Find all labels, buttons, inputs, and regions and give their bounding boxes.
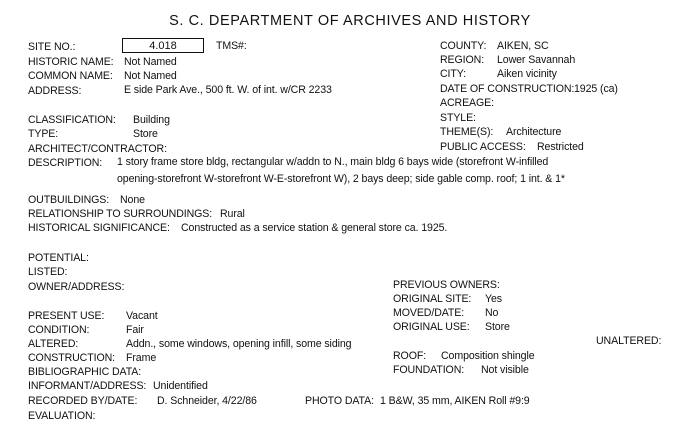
owner-address-label: OWNER/ADDRESS: xyxy=(28,281,125,293)
original-site-value: Yes xyxy=(485,293,502,305)
potential-label: POTENTIAL: xyxy=(28,252,89,264)
foundation-label: FOUNDATION: xyxy=(393,364,465,376)
original-use-value: Store xyxy=(485,321,510,333)
altered-value: Addn., some windows, opening infill, some siding xyxy=(126,338,352,350)
roof-value: Composition shingle xyxy=(441,350,535,362)
architect-label: ARCHITECT/CONTRACTOR: xyxy=(28,143,167,155)
common-name-label: COMMON NAME: xyxy=(28,70,113,82)
address-label: ADDRESS: xyxy=(28,85,82,97)
condition-label: CONDITION: xyxy=(28,324,90,336)
tms-label: TMS#: xyxy=(216,40,247,52)
county-value: AIKEN, SC xyxy=(497,40,549,52)
bibliographic-label: BIBLIOGRAPHIC DATA: xyxy=(28,366,142,378)
relationship-value: Rural xyxy=(220,208,245,220)
description-label: DESCRIPTION: xyxy=(28,157,103,169)
present-use-label: PRESENT USE: xyxy=(28,310,105,322)
themes-label: THEME(S): xyxy=(440,126,494,138)
relationship-label: RELATIONSHIP TO SURROUNDINGS: xyxy=(28,208,213,220)
date-construction-value: 1925 (ca) xyxy=(574,83,618,95)
informant-value: Unidentified xyxy=(153,380,208,392)
public-access-value: Restricted xyxy=(537,141,584,153)
unaltered-label: UNALTERED: xyxy=(596,335,662,347)
type-value: Store xyxy=(133,128,158,140)
style-label: STYLE: xyxy=(440,112,476,124)
site-no-box: 4.018 xyxy=(122,38,204,53)
moved-date-value: No xyxy=(485,307,499,319)
city-label: CITY: xyxy=(440,68,466,80)
photo-label: PHOTO DATA: xyxy=(305,395,374,407)
type-label: TYPE: xyxy=(28,128,59,140)
evaluation-label: EVALUATION: xyxy=(28,410,96,422)
photo-value: 1 B&W, 35 mm, AIKEN Roll #9:9 xyxy=(380,395,530,407)
recorded-label: RECORDED BY/DATE: xyxy=(28,395,138,407)
listed-label: LISTED: xyxy=(28,266,68,278)
condition-value: Fair xyxy=(126,324,144,336)
informant-label: INFORMANT/ADDRESS: xyxy=(28,380,147,392)
construction-label: CONSTRUCTION: xyxy=(28,352,115,364)
historical-significance-value: Constructed as a service station & general store ca. 1925. xyxy=(181,222,448,234)
previous-owners-label: PREVIOUS OWNERS: xyxy=(393,279,500,291)
description-line-2: opening-storefront W-storefront W-E-storefront W), 2 bays deep; side gable comp. roof; 1 int. & 1* xyxy=(117,173,565,185)
original-site-label: ORIGINAL SITE: xyxy=(393,293,472,305)
classification-label: CLASSIFICATION: xyxy=(28,114,116,126)
original-use-label: ORIGINAL USE: xyxy=(393,321,470,333)
address-value: E side Park Ave., 500 ft. W. of int. w/CR 2233 xyxy=(124,84,332,96)
city-value: Aiken vicinity xyxy=(497,68,557,80)
county-label: COUNTY: xyxy=(440,40,487,52)
region-label: REGION: xyxy=(440,54,485,66)
foundation-value: Not visible xyxy=(481,364,529,376)
recorded-value: D. Schneider, 4/22/86 xyxy=(157,395,257,407)
public-access-label: PUBLIC ACCESS: xyxy=(440,141,526,153)
themes-value: Architecture xyxy=(506,126,562,138)
acreage-label: ACREAGE: xyxy=(440,97,494,109)
site-no-label: SITE NO.: xyxy=(28,41,76,53)
construction-value: Frame xyxy=(126,352,157,364)
historic-name-value: Not Named xyxy=(124,56,177,68)
card-header: S. C. DEPARTMENT OF ARCHIVES AND HISTORY xyxy=(169,13,531,29)
historical-significance-label: HISTORICAL SIGNIFICANCE: xyxy=(28,222,170,234)
common-name-value: Not Named xyxy=(124,70,177,82)
region-value: Lower Savannah xyxy=(497,54,576,66)
roof-label: ROOF: xyxy=(393,350,427,362)
moved-date-label: MOVED/DATE: xyxy=(393,307,465,319)
description-line-1: 1 story frame store bldg, rectangular w/addn to N., main bldg 6 bays wide (storefront W-infilled xyxy=(117,156,549,168)
date-construction-label: DATE OF CONSTRUCTION: xyxy=(440,83,575,95)
present-use-value: Vacant xyxy=(126,310,158,322)
altered-label: ALTERED: xyxy=(28,338,79,350)
historic-name-label: HISTORIC NAME: xyxy=(28,56,114,68)
classification-value: Building xyxy=(133,114,170,126)
outbuildings-label: OUTBUILDINGS: xyxy=(28,194,110,206)
outbuildings-value: None xyxy=(120,194,145,206)
